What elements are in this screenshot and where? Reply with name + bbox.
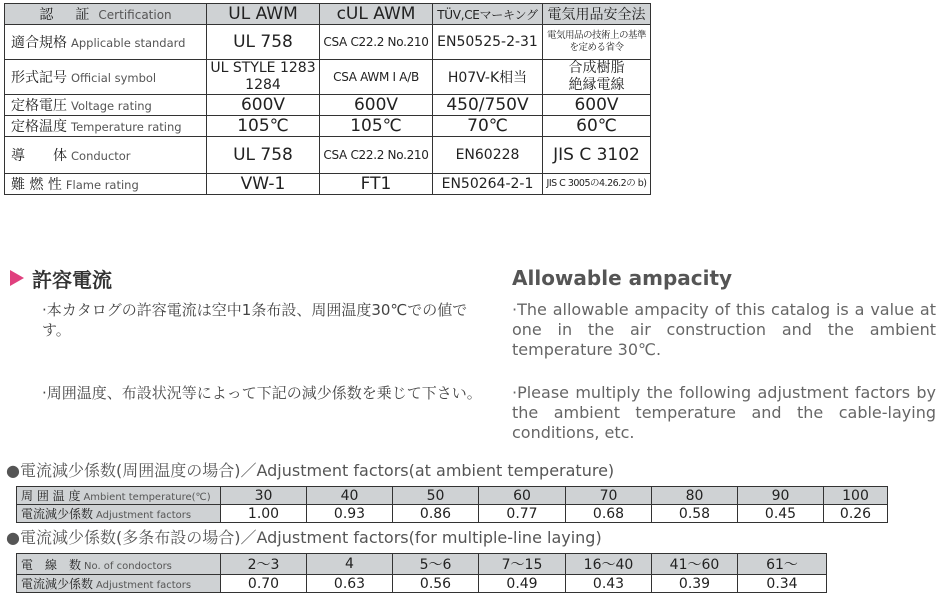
cert-cell: 70℃ [433, 116, 543, 137]
label-jp: 周 囲 温 度 [21, 489, 81, 503]
adjust-lines-table [16, 553, 827, 593]
factor-cell: 0.63 [307, 575, 393, 593]
temp-cell: 70 [566, 487, 652, 505]
count-cell: 5〜6 [393, 554, 479, 575]
factor-cell: 0.86 [393, 505, 479, 523]
row-label-jp: 適合規格 [11, 35, 67, 51]
factor-cell: 0.70 [221, 575, 307, 593]
cert-cell: 60℃ [543, 116, 651, 137]
row-label-en: Official symbol [71, 71, 157, 85]
cert-cell: VW-1 [207, 174, 320, 195]
count-cell: 4 [307, 554, 393, 575]
count-cell: 2〜3 [221, 554, 307, 575]
cert-cell: UL STYLE 1283 1284 [207, 60, 320, 95]
factor-cell: 0.49 [479, 575, 566, 593]
note-1-en: ·The allowable ampacity of this catalog is a value at one in the air construction and the ambient temperature 30℃. [512, 300, 936, 359]
cert-col-cul: cUL AWM [320, 4, 433, 25]
cert-cell: UL 758 [207, 137, 320, 174]
temp-cell: 100 [824, 487, 888, 505]
cert-row-voltage [5, 95, 651, 116]
section-title-jp: 許容電流 [32, 268, 112, 292]
count-cell: 61〜 [738, 554, 827, 575]
adjust-temp-heading: ●電流減少係数(周囲温度の場合)／Adjustment factors(at ambient temperature) [6, 461, 615, 480]
label-en: Adjustment factors [96, 510, 192, 521]
row-label-jp: 定格温度 [11, 119, 67, 135]
factor-cell: 0.93 [307, 505, 393, 523]
note-2-jp: ·周囲温度、布設状況等によって下記の減少係数を乗じて下さい。 [42, 384, 482, 402]
factor-cell: 0.56 [393, 575, 479, 593]
temp-cell: 80 [652, 487, 738, 505]
adjust-temp-table [16, 486, 888, 523]
cert-cell: 105℃ [320, 116, 433, 137]
cert-row-standard [5, 25, 651, 60]
row-label-en: Flame rating [65, 178, 139, 192]
cert-row-label [5, 137, 207, 174]
adjust-lines-row-counts [17, 554, 827, 575]
cert-cell: CSA C22.2 No.210 [320, 137, 433, 174]
cert-col-ul: UL AWM [207, 4, 320, 25]
factor-cell: 0.45 [738, 505, 824, 523]
cert-col-tuv: TÜV,CEマーキング [433, 4, 543, 25]
cert-row-label [5, 174, 207, 195]
cert-cell: 600V [543, 95, 651, 116]
cert-cell: 105℃ [207, 116, 320, 137]
cert-header-label-jp: 認 証 [39, 7, 94, 23]
cert-cell: 合成樹脂 絶縁電線 [543, 60, 651, 95]
cert-row-symbol [5, 60, 651, 95]
adjust-lines-row1-label [17, 554, 221, 575]
cert-header-label-en: Certification [98, 8, 172, 22]
note-2-en: ·Please multiply the following adjustment factors by the ambient temperature and the cable-laying conditions, etc. [512, 383, 936, 442]
cert-header-row [5, 4, 651, 25]
factor-cell: 0.39 [652, 575, 738, 593]
cert-row-label [5, 95, 207, 116]
row-label-en: Temperature rating [71, 120, 182, 134]
row-label-en: Voltage rating [71, 99, 152, 113]
factor-cell: 1.00 [221, 505, 307, 523]
row-label-jp: 導 体 [11, 148, 67, 164]
row-label-en: Applicable standard [71, 36, 186, 50]
count-cell: 16〜40 [566, 554, 652, 575]
cert-cell: JIS C 3102 [543, 137, 651, 174]
cert-cell: 600V [207, 95, 320, 116]
cert-cell: FT1 [320, 174, 433, 195]
adjust-lines-heading: ●電流減少係数(多条布設の場合)／Adjustment factors(for multiple-line laying) [6, 528, 602, 547]
certification-table [4, 3, 651, 195]
label-en: No. of condoctors [84, 560, 172, 572]
row-label-jp: 定格電圧 [11, 98, 67, 114]
factor-cell: 0.68 [566, 505, 652, 523]
cert-row-conductor [5, 137, 651, 174]
cert-cell: CSA AWM Ⅰ A/B [320, 60, 433, 95]
temp-cell: 90 [738, 487, 824, 505]
cert-cell: CSA C22.2 No.210 [320, 25, 433, 60]
temp-cell: 30 [221, 487, 307, 505]
section-arrow-icon [10, 270, 24, 286]
cert-cell: 600V [320, 95, 433, 116]
factor-cell: 0.58 [652, 505, 738, 523]
cert-cell: JIS C 3005の4.26.2の b) [543, 174, 651, 195]
cert-row-label [5, 116, 207, 137]
section-title-en: Allowable ampacity [512, 266, 733, 290]
adjust-lines-row2-label [17, 575, 221, 593]
cert-row-label [5, 25, 207, 60]
factor-cell: 0.34 [738, 575, 827, 593]
cert-row-temperature [5, 116, 651, 137]
cert-col-pse: 電気用品安全法 [543, 4, 651, 25]
row-label-jp: 形式記号 [11, 70, 67, 86]
factor-cell: 0.77 [479, 505, 566, 523]
factor-cell: 0.43 [566, 575, 652, 593]
row-label-jp: 難 燃 性 [11, 177, 62, 193]
cert-row-flame [5, 174, 651, 195]
temp-cell: 50 [393, 487, 479, 505]
adjust-temp-row-factors [17, 505, 888, 523]
cert-row-label [5, 60, 207, 95]
label-jp: 電流減少係数 [21, 507, 94, 521]
row-label-en: Conductor [71, 149, 131, 163]
adjust-lines-row-factors [17, 575, 827, 593]
cert-cell: UL 758 [207, 25, 320, 60]
cert-cell: EN50264-2-1 [433, 174, 543, 195]
cert-cell: EN60228 [433, 137, 543, 174]
cert-cell: 電気用品の技術上の基準を定める省令 [543, 25, 651, 60]
temp-cell: 40 [307, 487, 393, 505]
count-cell: 41〜60 [652, 554, 738, 575]
note-1-jp: ·本カタログの許容電流は空中1条布設、周囲温度30℃での値です。 [42, 301, 468, 339]
count-cell: 7〜15 [479, 554, 566, 575]
temp-cell: 60 [479, 487, 566, 505]
adjust-temp-row2-label [17, 505, 221, 523]
adjust-temp-row1-label [17, 487, 221, 505]
label-en: Ambient temperature(℃) [83, 492, 211, 503]
label-en: Adjustment factors [96, 580, 192, 591]
cert-cell: EN50525-2-31 [433, 25, 543, 60]
factor-cell: 0.26 [824, 505, 888, 523]
label-jp: 電 線 数 [21, 557, 82, 572]
label-jp: 電流減少係数 [21, 577, 94, 591]
cert-cell: H07V-K相当 [433, 60, 543, 95]
cert-header-label [5, 4, 207, 25]
cert-cell: 450/750V [433, 95, 543, 116]
adjust-temp-row-temps [17, 487, 888, 505]
